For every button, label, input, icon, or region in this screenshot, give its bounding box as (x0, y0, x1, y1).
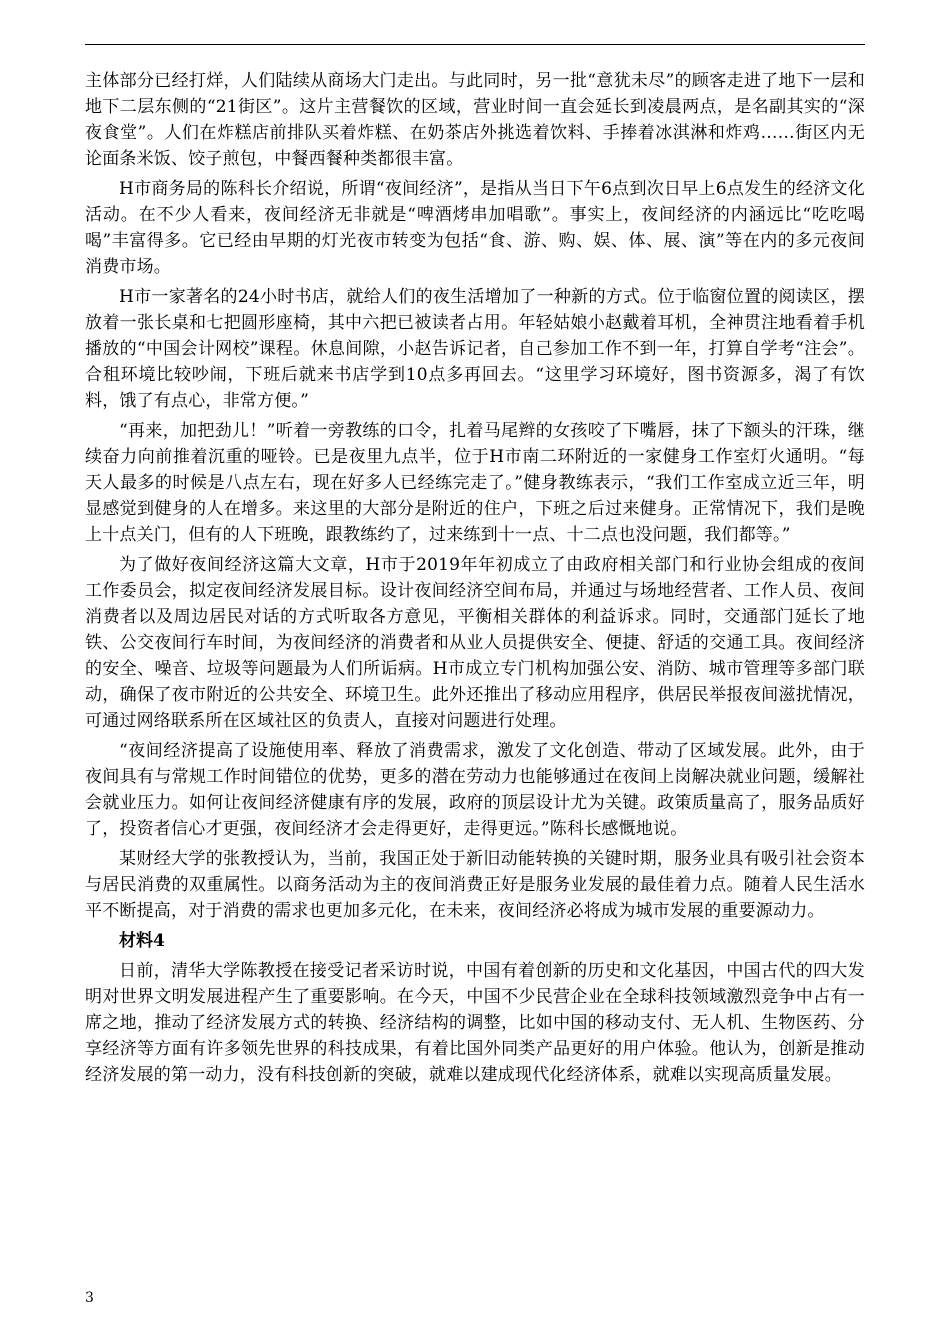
paragraph-3: H市一家著名的24小时书店，就给人们的夜生活增加了一种新的方式。位于临窗位置的阅读区，摆放着一张长桌和七把圆形座椅，其中六把已被读者占用。年轻姑娘小赵戴着耳机，全神贯注地看着手机播放的“中国会计网校”课程。休息间隙，小赵告诉记者，自己参加工作不到一年，打算自学考“注会”。合租环境比较吵闹，下班后就来书店学到10点多再回去。“这里学习环境好，图书资源多，渴了有饮料，饿了有点心，非常方便。” (85, 287, 865, 411)
section-paragraph: 日前，清华大学陈教授在接受记者采访时说，中国有着创新的历史和文化基因，中国古代的四大发明对世界文明发展进程产生了重要影响。在今天，中国不少民营企业在全球科技领域激烈竞争中占有一席之地，推动了经济发展方式的转换、经济结构的调整，比如中国的移动支付、无人机、生物医药、分享经济等方面有许多领先世界的科技成果，有着比国外同类产品更好的用户体验。他认为，创新是推动经济发展的第一动力，没有科技创新的突破，就难以建成现代化经济体系，就难以实现高质量发展。 (85, 961, 865, 1085)
paragraph-2: H市商务局的陈科长介绍说，所谓“夜间经济”，是指从当日下午6点到次日早上6点发生的经济文化活动。在不少人看来，夜间经济无非就是“啤酒烤串加唱歌”。事实上，夜间经济的内涵远比“吃吃喝喝”丰富得多。它已经由早期的灯光夜市转变为包括“食、游、购、娱、体、展、演”等在内的多元夜间消费市场。 (85, 179, 865, 277)
page-number: 3 (85, 1290, 94, 1306)
paragraph-6: “夜间经济提高了设施使用率、释放了消费需求，激发了文化创造、带动了区域发展。此外，由于夜间具有与常规工作时间错位的优势，更多的潜在劳动力也能够通过在夜间上岗解决就业问题，缓解社会就业压力。如何让夜间经济健康有序的发展，政府的顶层设计尤为关键。政策质量高了，服务品质好了，投资者信心才更强，夜间经济才会走得更好，走得更远。”陈科长感慨地说。 (85, 741, 865, 839)
paragraph-7: 某财经大学的张教授认为，当前，我国正处于新旧动能转换的关键时期，服务业具有吸引社会资本与居民消费的双重属性。以商务活动为主的夜间消费正好是服务业发展的最佳着力点。随着人民生活水平不断提高，对于消费的需求也更加多元化，在未来，夜间经济必将成为城市发展的重要源动力。 (85, 849, 865, 921)
header-rule (85, 44, 865, 45)
paragraph-4: “再来，加把劲儿！”听着一旁教练的口令，扎着马尾辫的女孩咬了下嘴唇，抹了下额头的汗珠，继续奋力向前推着沉重的哑铃。已是夜里九点半，位于H市南二环附近的一家健身工作室灯火通明。“每天人最多的时候是八点左右，现在好多人已经练完走了。”健身教练表示，“我们工作室成立近三年，明显感觉到健身的人在增多。来这里的大部分是附近的住户，下班之后过来健身。正常情况下，我们是晚上十点关门，但有的人下班晚，跟教练约了，过来练到十一点、十二点也没问题，我们都等。” (85, 421, 865, 545)
paragraph-1: 主体部分已经打烊，人们陆续从商场大门走出。与此同时，另一批“意犹未尽”的顾客走进了地下一层和地下二层东侧的“21街区”。这片主营餐饮的区域，营业时间一直会延长到凌晨两点，是名副其实的“深夜食堂”。人们在炸糕店前排队买着炸糕、在奶茶店外挑选着饮料、手捧着冰淇淋和炸鸡……街区内无论面条米饭、饺子煎包，中餐西餐种类都很丰富。 (85, 71, 865, 169)
document-body (85, 68, 865, 1092)
paragraph-5: 为了做好夜间经济这篇大文章，H市于2019年年初成立了由政府相关部门和行业协会组成的夜间工作委员会，拟定夜间经济发展目标。设计夜间经济空间布局，并通过与场地经营者、工作人员、夜间消费者以及周边居民对话的方式听取各方意见，平衡相关群体的利益诉求。同时，交通部门延长了地铁、公交夜间行车时间，为夜间经济的消费者和从业人员提供安全、便捷、舒适的交通工具。夜间经济的安全、噪音、垃圾等问题最为人们所诟病。H市成立专门机构加强公安、消防、城市管理等多部门联动，确保了夜市附近的公共安全、环境卫生。此外还推出了移动应用程序，供居民举报夜间滋扰情况，可通过网络联系所在区域社区的负责人，直接对问题进行处理。 (85, 555, 865, 731)
section-heading: 材料4 (119, 931, 165, 951)
